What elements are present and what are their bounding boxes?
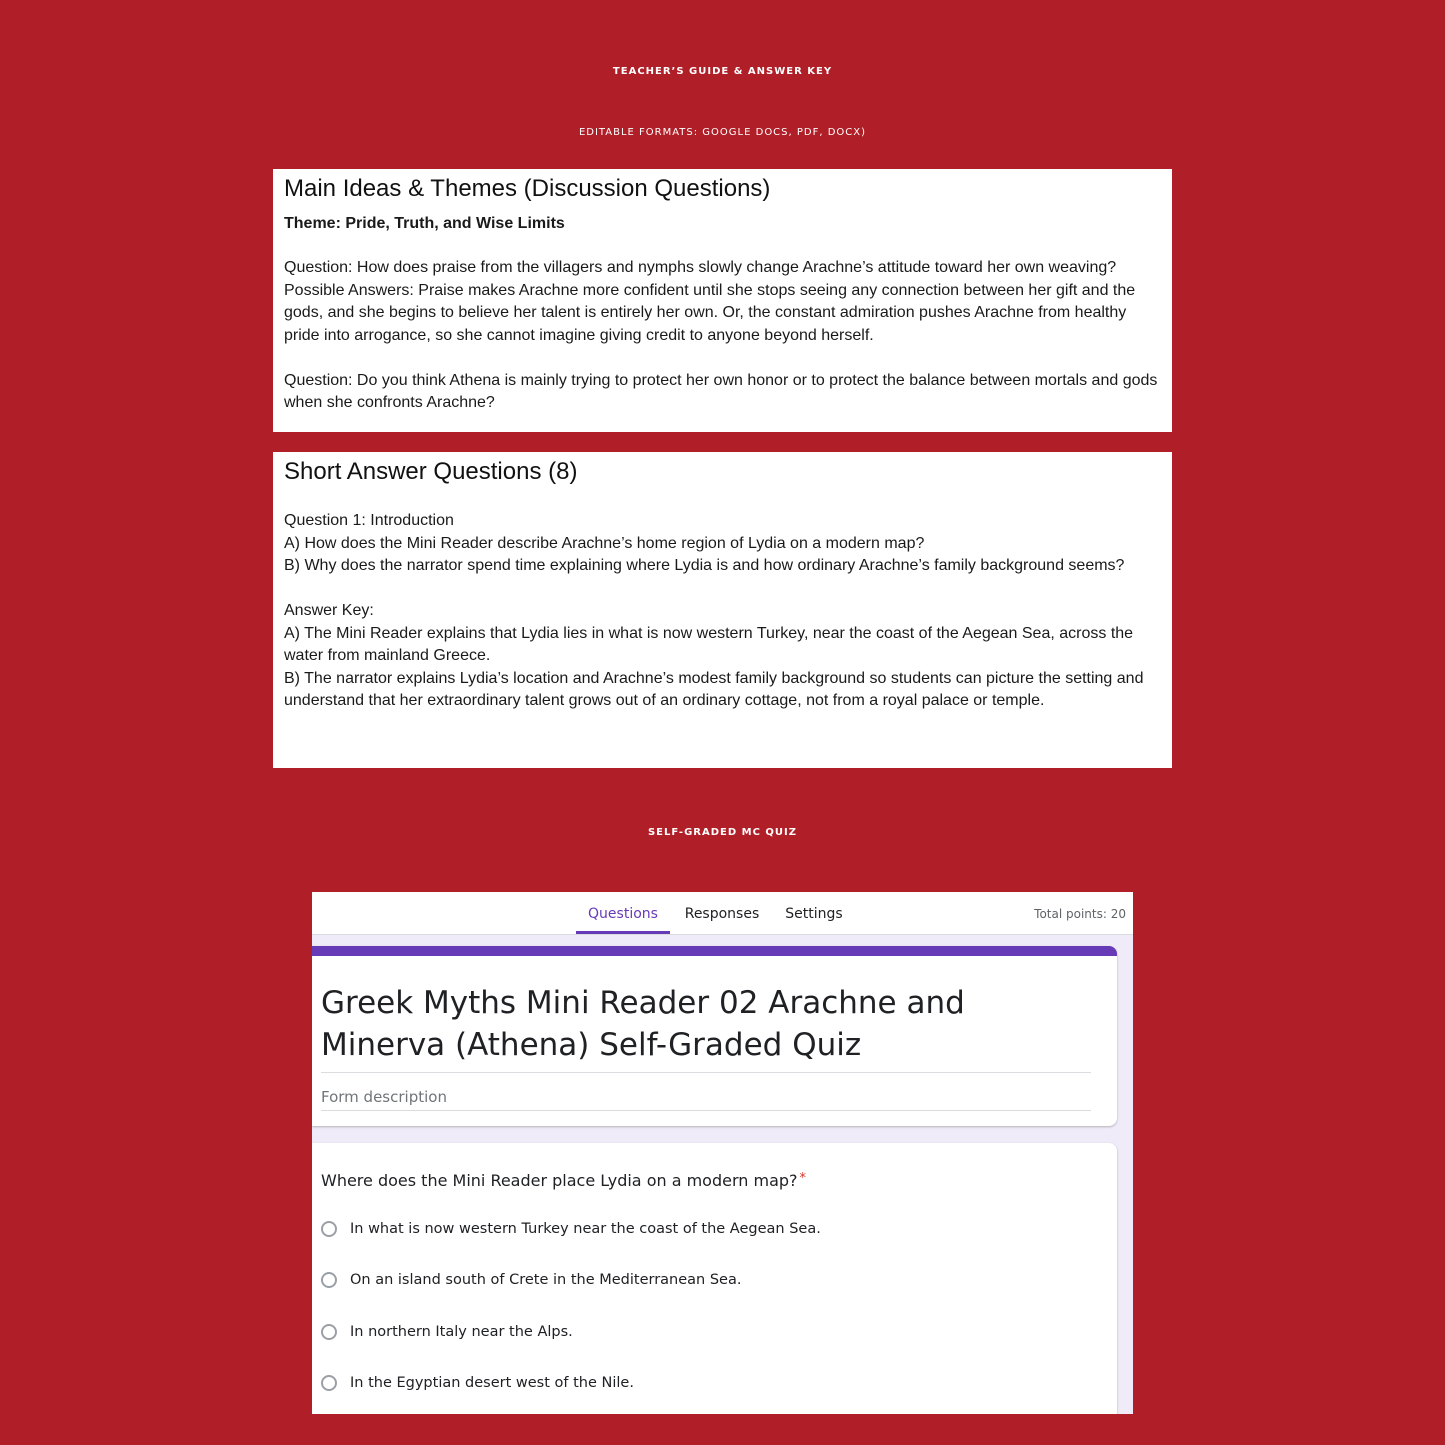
- forms-tab-bar: [312, 892, 1133, 935]
- question-1-title: Question 1: Introduction: [284, 512, 454, 529]
- answer-option[interactable]: [321, 1217, 821, 1241]
- themes-doc-preview: [273, 169, 1172, 432]
- option-label: In northern Italy near the Alps.: [350, 1324, 573, 1340]
- total-points: Total points: 20: [1034, 907, 1126, 921]
- radio-button[interactable]: [321, 1375, 337, 1391]
- answer-key-a: A) The Mini Reader explains that Lydia lies in what is now western Turkey, near the coast of the Aegean Sea, across the water from mainland Greece.: [284, 624, 1134, 664]
- themes-heading: Main Ideas & Themes (Discussion Questions): [284, 175, 771, 202]
- answer-option[interactable]: [321, 1320, 573, 1344]
- tab-responses[interactable]: Responses: [684, 906, 760, 922]
- radio-button[interactable]: [321, 1324, 337, 1340]
- form-title[interactable]: Greek Myths Mini Reader 02 Arachne and Minerva (Athena) Self-Graded Quiz: [321, 982, 1091, 1073]
- themes-subheading: Theme: Pride, Truth, and Wise Limits: [284, 215, 565, 232]
- question-1-part-b: B) Why does the narrator spend time explaining where Lydia is and how ordinary Arachne’s family background seems?: [284, 557, 1125, 574]
- section-title: SELF-GRADED MC QUIZ: [647, 827, 797, 838]
- answer-key-b: B) The narrator explains Lydia’s location and Arachne’s modest family background so students can picture the setting and understand that her extraordinary talent grows out of an ordinary cottage, not from a royal palace or temple.: [284, 669, 1144, 709]
- radio-button[interactable]: [321, 1272, 337, 1288]
- answer-option[interactable]: [321, 1268, 741, 1292]
- tab-questions[interactable]: Questions: [576, 892, 670, 934]
- radio-button[interactable]: [321, 1221, 337, 1237]
- question-card[interactable]: [312, 1143, 1117, 1414]
- option-label: In the Egyptian desert west of the Nile.: [350, 1375, 634, 1391]
- question-text: [321, 1171, 806, 1190]
- google-forms-window: [312, 892, 1133, 1414]
- answer-key-label: Answer Key:: [284, 602, 374, 619]
- required-asterisk: *: [799, 1171, 807, 1186]
- short-answer-heading: Short Answer Questions (8): [284, 458, 578, 485]
- short-answer-doc-preview: [273, 452, 1172, 768]
- option-label: On an island south of Crete in the Mediterranean Sea.: [350, 1272, 742, 1288]
- question-label: Where does the Mini Reader place Lydia on a modern map?: [321, 1171, 798, 1190]
- themes-answer-1: Possible Answers: Praise makes Arachne more confident until she stops seeing any connection between her gift and the gods, and she begins to believe her talent is entirely her own. Or, the constant admiration pushes Arachne from healthy pride into arrogance, so she cannot imagine giving credit to anyone beyond herself.: [284, 281, 1136, 344]
- subtitle: EDITABLE FORMATS: GOOGLE DOCS, PDF, DOCX): [578, 127, 867, 138]
- answer-option[interactable]: [321, 1371, 634, 1395]
- themes-question-2: Question: Do you think Athena is mainly trying to protect her own honor or to protect the balance between mortals and gods when she confronts Arachne?: [284, 371, 1158, 411]
- themes-question-1: Question: How does praise from the villagers and nymphs slowly change Arachne’s attitude toward her own weaving?: [284, 259, 1117, 276]
- question-1-part-a: A) How does the Mini Reader describe Arachne’s home region of Lydia on a modern map?: [284, 534, 925, 552]
- option-label: In what is now western Turkey near the coast of the Aegean Sea.: [350, 1221, 821, 1237]
- form-description-field[interactable]: Form description: [321, 1088, 1091, 1111]
- main-title: TEACHER’S GUIDE & ANSWER KEY: [612, 66, 833, 77]
- form-title-card: [312, 946, 1117, 1126]
- tab-settings[interactable]: Settings: [785, 906, 843, 922]
